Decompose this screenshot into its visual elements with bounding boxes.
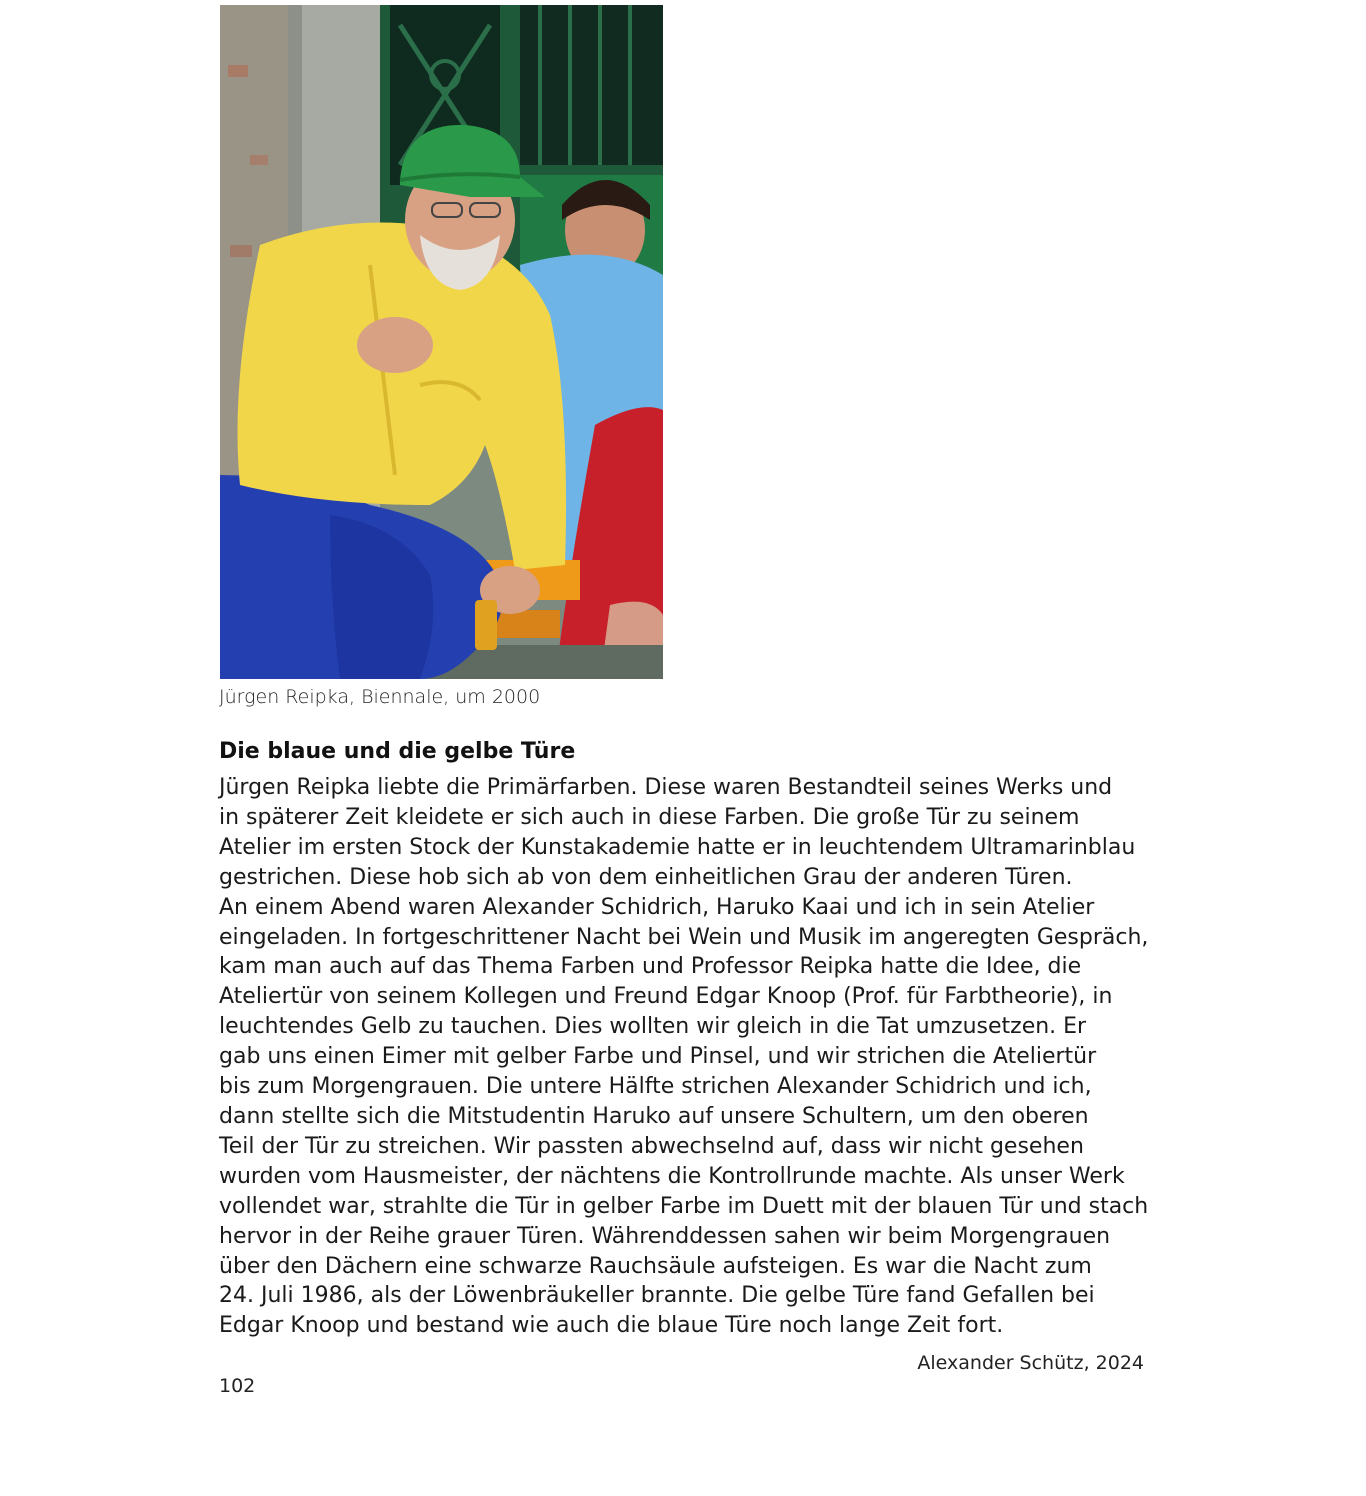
body-line: Jürgen Reipka liebte die Primärfarben. Diese waren Bestandteil seines Werks und	[219, 775, 1113, 800]
article-heading: Die blaue und die gelbe Türe	[219, 739, 576, 764]
body-line: 24. Juli 1986, als der Löwenbräukeller brannte. Die gelbe Türe fand Gefallen bei	[219, 1283, 1095, 1309]
body-line: An einem Abend waren Alexander Schidrich, Haruko Kaai und ich in sein Atelier	[219, 894, 1095, 920]
body-line: wurden vom Hausmeister, der nächtens die Kontrollrunde machte. Als unser Werk	[219, 1163, 1125, 1189]
body-line: leuchtendes Gelb zu tauchen. Dies wollten wir gleich in die Tat umzusetzen. Er	[219, 1014, 1087, 1040]
body-line: dann stellte sich die Mitstudentin Haruko auf unsere Schultern, um den oberen	[219, 1103, 1089, 1129]
body-line: Edgar Knoop und bestand wie auch die blaue Türe noch lange Zeit fort.	[219, 1313, 1004, 1339]
body-line: bis zum Morgengrauen. Die untere Hälfte strichen Alexander Schidrich und ich,	[219, 1074, 1092, 1100]
body-line: in späterer Zeit kleidete er sich auch in diese Farben. Die große Tür zu seinem	[219, 804, 1080, 830]
body-line: gab uns einen Eimer mit gelber Farbe und Pinsel, und wir strichen die Ateliertür	[219, 1044, 1097, 1070]
body-line: Teil der Tür zu streichen. Wir passten abwechselnd auf, dass wir nicht gesehen	[219, 1133, 1084, 1159]
body-line: eingeladen. In fortgeschrittener Nacht bei Wein und Musik im angeregten Gespräch,	[219, 924, 1149, 950]
photo-illustration	[220, 5, 663, 679]
body-line: Atelier im ersten Stock der Kunstakademie hatte er in leuchtendem Ultramarinblau	[219, 834, 1136, 860]
photo	[220, 5, 663, 679]
author-signature: Alexander Schütz, 2024	[917, 1352, 1144, 1374]
page-number: 102	[219, 1375, 256, 1397]
body-line: vollendet war, strahlte die Tür in gelber Farbe im Duett mit der blauen Tür und stach	[219, 1193, 1149, 1219]
body-line: Ateliertür von seinem Kollegen und Freund Edgar Knoop (Prof. für Farbtheorie), in	[219, 984, 1113, 1010]
article-body	[219, 773, 1179, 1341]
body-line: gestrichen. Diese hob sich ab von dem einheitlichen Grau der anderen Türen.	[219, 864, 1073, 890]
photo-caption: Jürgen Reipka, Biennale, um 2000	[219, 686, 541, 708]
body-line: hervor in der Reihe grauer Türen. Währenddessen sahen wir beim Morgengrauen	[219, 1223, 1111, 1249]
body-line: kam man auch auf das Thema Farben und Professor Reipka hatte die Idee, die	[219, 954, 1082, 980]
body-line: über den Dächern eine schwarze Rauchsäule aufsteigen. Es war die Nacht zum	[219, 1253, 1092, 1279]
